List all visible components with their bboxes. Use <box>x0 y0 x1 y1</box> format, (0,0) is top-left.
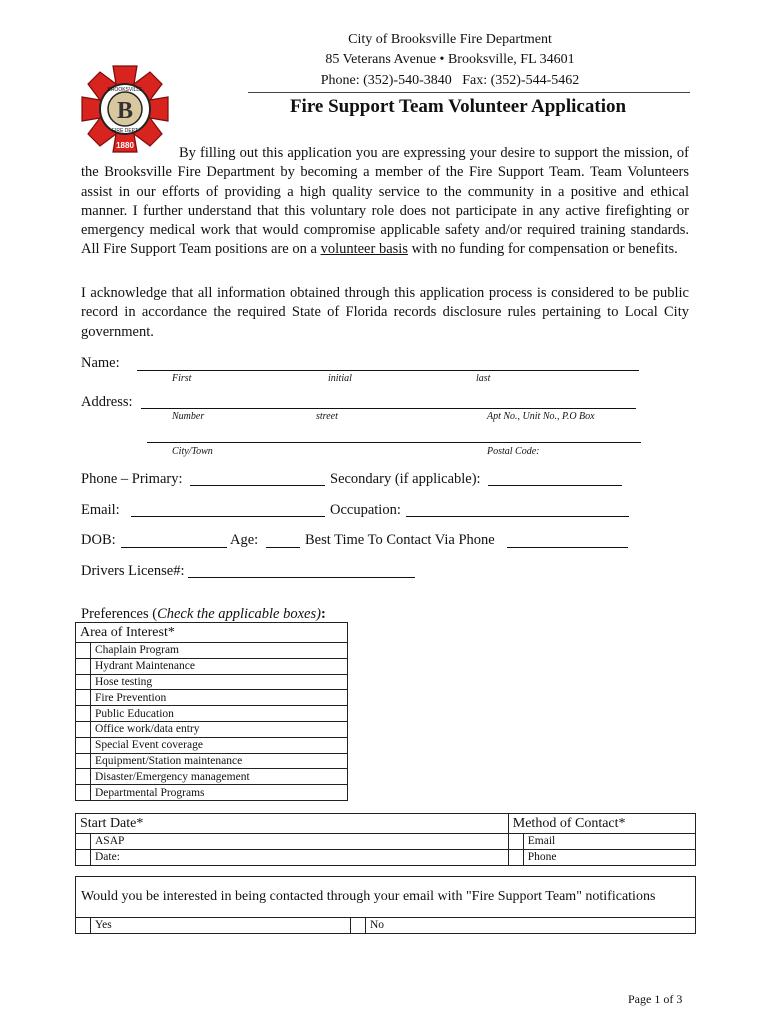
notify-yes-checkbox[interactable] <box>76 918 91 934</box>
start-date-header: Start Date* <box>76 814 509 834</box>
dob-input[interactable] <box>121 547 227 548</box>
area-option: Hose testing <box>91 674 348 690</box>
area-checkbox[interactable] <box>76 785 91 801</box>
intro-underlined: volunteer basis <box>320 241 408 258</box>
name-sub-last: last <box>476 373 491 384</box>
start-asap-option: ASAP <box>91 834 509 850</box>
page-number: Page 1 of 3 <box>628 992 683 1006</box>
contact-email-option: Email <box>523 834 695 850</box>
name-sub-first: First <box>172 373 192 384</box>
age-label: Age: <box>230 532 259 548</box>
logo-top-text: BROOKSVILLE <box>107 87 143 93</box>
area-row <box>76 643 348 659</box>
age-input[interactable] <box>266 547 300 548</box>
area-option: Fire Prevention <box>91 690 348 706</box>
drivers-license-input[interactable] <box>188 577 415 578</box>
drivers-license-label: Drivers License#: <box>81 563 185 579</box>
area-checkbox[interactable] <box>76 706 91 722</box>
city-input-line[interactable] <box>147 442 641 443</box>
area-option: Hydrant Maintenance <box>91 658 348 674</box>
name-label: Name: <box>81 355 120 371</box>
notify-no-option: No <box>366 918 696 934</box>
logo-center-letter: B <box>116 98 134 124</box>
preferences-label-plain: Preferences ( <box>81 606 158 622</box>
area-of-interest-header: Area of Interest* <box>76 623 348 643</box>
addr-sub-apt: Apt No., Unit No., P.O Box <box>487 411 595 422</box>
preferences-label-italic: Check the applicable boxes) <box>157 606 321 622</box>
area-row <box>76 674 348 690</box>
method-contact-header: Method of Contact* <box>508 814 695 834</box>
intro-paragraph <box>81 144 689 260</box>
email-input[interactable] <box>131 516 325 517</box>
notify-question: Would you be interested in being contacted through your email with "Fire Support Team" notifications <box>76 877 696 918</box>
area-row <box>76 690 348 706</box>
area-row <box>76 737 348 753</box>
area-checkbox[interactable] <box>76 690 91 706</box>
contact-phone-checkbox[interactable] <box>508 849 523 865</box>
header-rule <box>248 92 690 93</box>
address-label: Address: <box>81 394 133 410</box>
best-time-label: Best Time To Contact Via Phone <box>305 532 495 548</box>
area-checkbox[interactable] <box>76 643 91 659</box>
area-checkbox[interactable] <box>76 674 91 690</box>
name-input-line[interactable] <box>137 370 639 371</box>
page-title: Fire Support Team Volunteer Application <box>289 96 627 117</box>
phone-secondary-input[interactable] <box>488 485 622 486</box>
area-checkbox[interactable] <box>76 737 91 753</box>
occupation-label: Occupation: <box>330 502 401 518</box>
addr-sub-street: street <box>316 411 338 422</box>
intro-text-2: with no funding for compensation or benefits. <box>407 241 678 258</box>
contact-phone-option: Phone <box>523 849 695 865</box>
area-option: Office work/data entry <box>91 721 348 737</box>
address-input-line[interactable] <box>141 408 636 409</box>
area-checkbox[interactable] <box>76 721 91 737</box>
addr-sub-postal: Postal Code: <box>487 446 540 457</box>
header-org: City of Brooksville Fire Department <box>348 32 552 47</box>
start-asap-checkbox[interactable] <box>76 834 91 850</box>
phone-secondary-label: Secondary (if applicable): <box>330 471 481 487</box>
area-option: Disaster/Emergency management <box>91 769 348 785</box>
logo-year: 1880 <box>116 141 134 150</box>
area-option: Chaplain Program <box>91 643 348 659</box>
preferences-label-end: : <box>320 606 326 622</box>
notify-no-checkbox[interactable] <box>351 918 366 934</box>
area-option: Equipment/Station maintenance <box>91 753 348 769</box>
start-date-checkbox[interactable] <box>76 849 91 865</box>
dob-label: DOB: <box>81 532 116 548</box>
area-option: Special Event coverage <box>91 737 348 753</box>
start-contact-table <box>75 813 696 866</box>
area-row <box>76 706 348 722</box>
addr-sub-number: Number <box>172 411 205 422</box>
intro-text-1: By filling out this application you are expressing your desire to support the mission, of the Brooksville Fire Department by becoming a member of the Fire Support Team. Team Volunteers assist in our efforts of providing a high quality service to the community in a positive and ethical manner. I further understand that this voluntary role does not participate in any active firefighting or emergency medical work that would compromise applicable safety and/or required training standards. All Fire Support Team positions are on a <box>81 145 689 258</box>
header-phone: Phone: (352)-540-3840 Fax: (352)-544-5462 <box>320 73 580 88</box>
notify-table <box>75 876 696 934</box>
area-option: Departmental Programs <box>91 785 348 801</box>
area-row <box>76 658 348 674</box>
email-label: Email: <box>81 502 120 518</box>
phone-primary-label: Phone – Primary: <box>81 471 183 487</box>
start-date-option: Date: <box>91 849 509 865</box>
area-checkbox[interactable] <box>76 769 91 785</box>
area-of-interest-table <box>75 622 348 801</box>
occupation-input[interactable] <box>406 516 629 517</box>
addr-sub-city: City/Town <box>172 446 213 457</box>
acknowledge-paragraph: I acknowledge that all information obtained through this application process is considered to be public record in accordance the required State of Florida records disclosure rules pertaining to Local City government. <box>81 285 689 340</box>
area-checkbox[interactable] <box>76 658 91 674</box>
notify-yes-option: Yes <box>91 918 351 934</box>
header-address: 85 Veterans Avenue • Brooksville, FL 34601 <box>325 52 575 67</box>
area-row <box>76 769 348 785</box>
name-sub-initial: initial <box>328 373 352 384</box>
fire-department-logo <box>80 64 170 154</box>
area-checkbox[interactable] <box>76 753 91 769</box>
area-option: Public Education <box>91 706 348 722</box>
phone-primary-input[interactable] <box>190 485 325 486</box>
area-row <box>76 721 348 737</box>
logo-bottom-text: FIRE DEPT <box>111 128 139 134</box>
contact-email-checkbox[interactable] <box>508 834 523 850</box>
area-row <box>76 753 348 769</box>
area-row <box>76 785 348 801</box>
best-time-input[interactable] <box>507 547 628 548</box>
preferences-label <box>81 606 326 623</box>
